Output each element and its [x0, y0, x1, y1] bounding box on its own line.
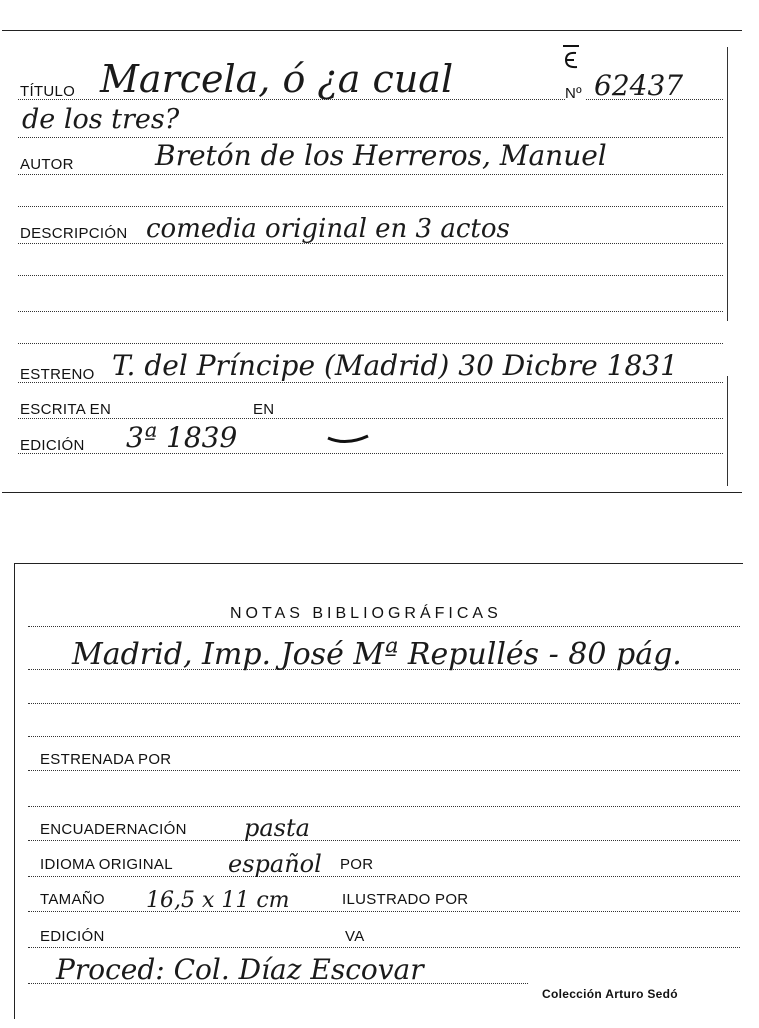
- estrenada-por-label: ESTRENADA POR: [40, 752, 174, 767]
- ruled-line: [18, 206, 723, 207]
- edicion-label: EDICIÓN: [20, 438, 88, 453]
- ruled-line: [18, 418, 723, 419]
- por-label: POR: [340, 857, 376, 872]
- encuadernacion-value: pasta: [244, 814, 310, 842]
- procedencia-value: Proced: Col. Díaz Escovar: [56, 953, 424, 986]
- ruled-line: [28, 703, 740, 704]
- ruled-line: [18, 137, 723, 138]
- ruled-line: [28, 626, 740, 627]
- tamano-label: TAMAÑO: [40, 892, 108, 907]
- titulo-value-line1: Marcela, ó ¿a cual: [100, 57, 454, 101]
- back-card: [14, 563, 743, 1019]
- notas-value: Madrid, Imp. José Mª Repullés - 80 pág.: [72, 637, 682, 672]
- ruled-line: [18, 311, 723, 312]
- collection-credit: Colección Arturo Sedó: [542, 987, 678, 1001]
- ruled-line: [18, 275, 723, 276]
- card-edge: [727, 47, 728, 321]
- idioma-original-value: español: [228, 850, 322, 878]
- escrita-en-label: ESCRITA EN: [20, 402, 114, 417]
- ilustrado-por-label: ILUSTRADO POR: [342, 892, 471, 907]
- ruled-line: [28, 840, 740, 841]
- autor-label: AUTOR: [20, 157, 77, 172]
- ruled-line: [28, 947, 740, 948]
- estreno-label: ESTRENO: [20, 367, 98, 382]
- ruled-line: [18, 174, 723, 175]
- card-edge: [727, 376, 728, 486]
- ruled-line: [28, 806, 740, 807]
- ruled-line: [28, 736, 740, 737]
- descripcion-value: comedia original en 3 actos: [146, 214, 510, 244]
- ruled-line: [28, 911, 740, 912]
- ruled-line: [18, 343, 723, 344]
- titulo-label: TÍTULO: [20, 84, 78, 99]
- overbar-mark: [560, 42, 582, 74]
- back-edicion-label: EDICIÓN: [40, 929, 108, 944]
- autor-value: Bretón de los Herreros, Manuel: [155, 139, 607, 172]
- ruled-line: [18, 382, 723, 383]
- ruled-line: [18, 453, 723, 454]
- encuadernacion-label: ENCUADERNACIÓN: [40, 822, 190, 837]
- ruled-line: [28, 770, 740, 771]
- estreno-value: T. del Príncipe (Madrid) 30 Dicbre 1831: [112, 349, 678, 382]
- ruled-line: [28, 876, 740, 877]
- tamano-value: 16,5 x 11 cm: [146, 888, 290, 913]
- ink-smudge: [326, 432, 370, 448]
- numero-value: 62437: [594, 69, 684, 102]
- notas-title: NOTAS BIBLIOGRÁFICAS: [230, 605, 502, 622]
- titulo-value-line2: de los tres?: [22, 104, 180, 135]
- numero-label: Nº: [565, 86, 585, 101]
- en-label: EN: [253, 402, 277, 417]
- idioma-original-label: IDIOMA ORIGINAL: [40, 857, 176, 872]
- edicion-value: 3ª 1839: [126, 421, 238, 454]
- descripcion-label: DESCRIPCIÓN: [20, 226, 130, 241]
- va-label: VA: [345, 929, 368, 944]
